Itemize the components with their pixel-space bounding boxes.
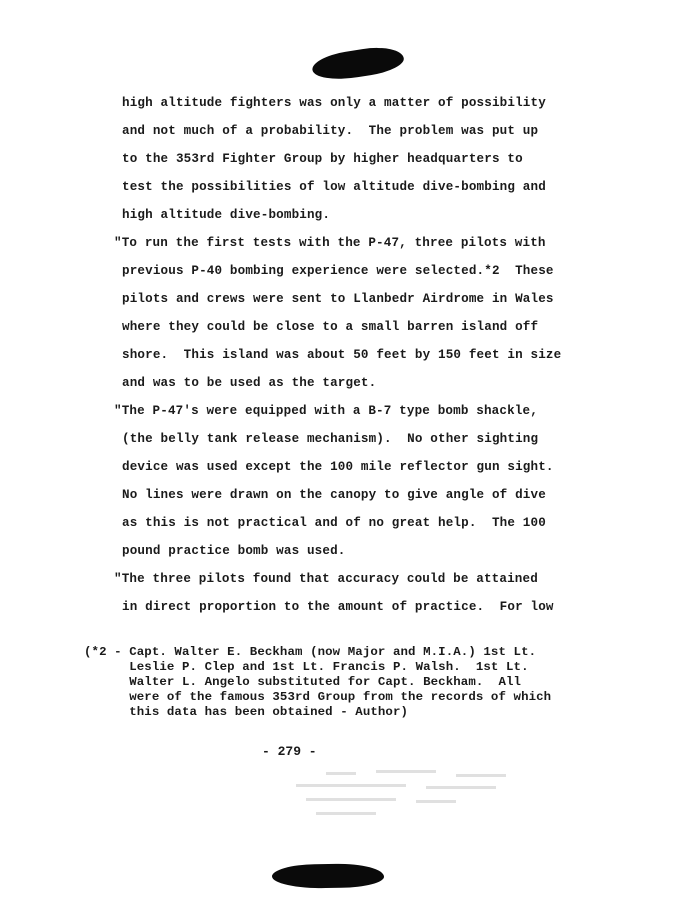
- body-line: "To run the first tests with the P-47, three pilots with: [114, 236, 546, 250]
- body-line: where they could be close to a small barren island off: [122, 320, 539, 334]
- redaction-mark-top: [310, 43, 405, 84]
- footnote-line: were of the famous 353rd Group from the records of which: [84, 690, 552, 704]
- body-line: high altitude dive-bombing.: [122, 208, 331, 222]
- body-line: previous P-40 bombing experience were selected.*2 These: [122, 264, 554, 278]
- body-line: to the 353rd Fighter Group by higher headquarters to: [122, 152, 523, 166]
- body-line: No lines were drawn on the canopy to give angle of dive: [122, 488, 546, 502]
- redaction-mark-bottom: [272, 863, 384, 889]
- body-line: high altitude fighters was only a matter of possibility: [122, 96, 546, 110]
- faded-stamp: [286, 770, 526, 820]
- footnote-line: Walter L. Angelo substituted for Capt. Beckham. All: [84, 675, 522, 689]
- body-line: as this is not practical and of no great help. The 100: [122, 516, 546, 530]
- body-line: "The P-47's were equipped with a B-7 type bomb shackle,: [114, 404, 538, 418]
- body-line: device was used except the 100 mile reflector gun sight.: [122, 460, 554, 474]
- body-line: pilots and crews were sent to Llanbedr Airdrome in Wales: [122, 292, 554, 306]
- body-line: and was to be used as the target.: [122, 376, 377, 390]
- body-line: in direct proportion to the amount of practice. For low: [122, 600, 554, 614]
- body-line: test the possibilities of low altitude dive-bombing and: [122, 180, 546, 194]
- body-line: and not much of a probability. The problem was put up: [122, 124, 539, 138]
- footnote-line: Leslie P. Clep and 1st Lt. Francis P. Walsh. 1st Lt.: [84, 660, 529, 674]
- page-number: - 279 -: [262, 744, 317, 759]
- body-line: (the belly tank release mechanism). No other sighting: [122, 432, 539, 446]
- body-line: pound practice bomb was used.: [122, 544, 346, 558]
- body-line: shore. This island was about 50 feet by 150 feet in size: [122, 348, 562, 362]
- footnote-line: this data has been obtained - Author): [84, 705, 409, 719]
- footnote-line: (*2 - Capt. Walter E. Beckham (now Major and M.I.A.) 1st Lt.: [84, 645, 537, 659]
- body-line: "The three pilots found that accuracy could be attained: [114, 572, 538, 586]
